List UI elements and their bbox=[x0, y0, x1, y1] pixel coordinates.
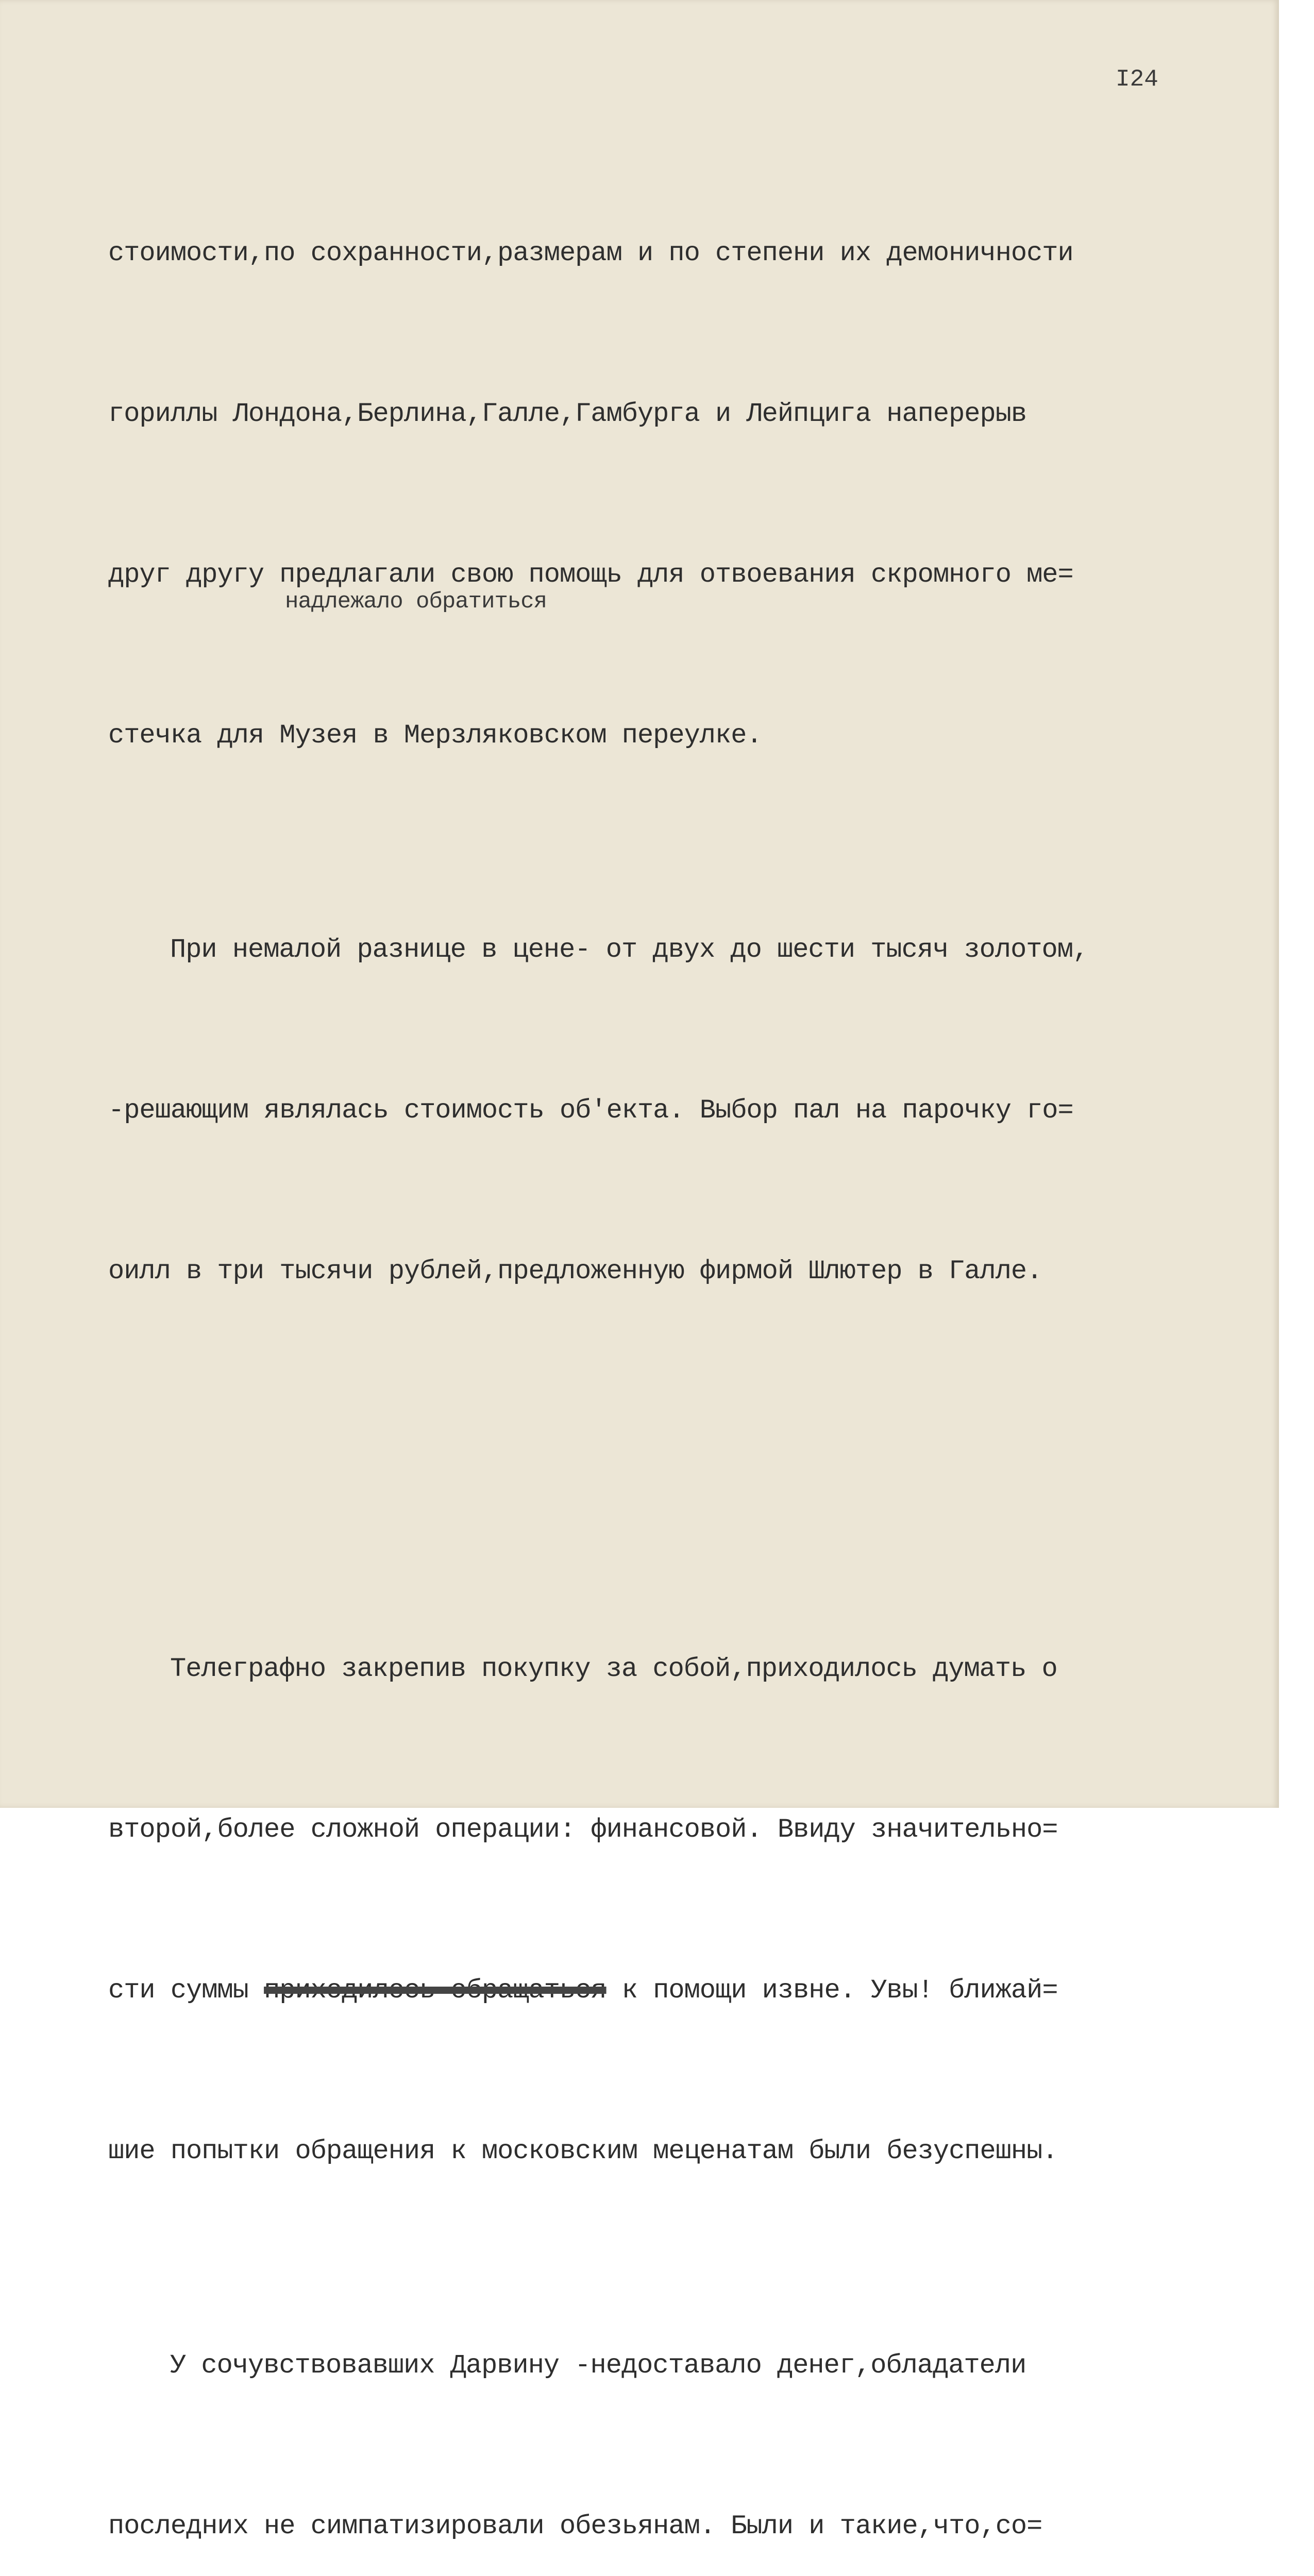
text-line-with-correction bbox=[108, 1964, 1262, 2018]
text-line: друг другу предлагали свою помощь для отвоевания скромного ме= bbox=[108, 560, 1073, 590]
text-line: второй,более сложной операции: финансовой. Ввиду значительно= bbox=[108, 1815, 1058, 1845]
text-line: У сочувствовавших Дарвину -недоставало денег,обладатели bbox=[170, 2350, 1026, 2381]
text-line: шие попытки обращения к московским меценатам были безуспешны. bbox=[108, 2136, 1058, 2166]
text-line: стоимости,по сохранности,размерам и по степени их демоничности bbox=[108, 238, 1073, 268]
text-line: стечка для Музея в Мерзляковском переулке. bbox=[108, 720, 762, 751]
struck-out-text: приходилось обращаться bbox=[264, 1975, 607, 2006]
text-line: оилл в три тысячи рублей,предложенную фирмой Шлютер в Галле. bbox=[108, 1256, 1042, 1286]
line-start: сти суммы bbox=[108, 1975, 264, 2006]
text-line: При немалой разнице в цене- от двух до шести тысяч золотом, bbox=[170, 935, 1089, 965]
text-line: последних не симпатизировали обезьянам. Были и такие,что,со= bbox=[108, 2511, 1042, 2541]
text-line: Телеграфно закрепив покупку за собой,приходилось думать о bbox=[170, 1654, 1057, 1684]
text-line: гориллы Лондона,Берлина,Галле,Гамбурга и Лейпцига наперерыв bbox=[108, 399, 1027, 429]
page-number: I24 bbox=[1116, 66, 1158, 93]
text-line: -решающим являлась стоимость об'екта. Выбор пал на парочку го= bbox=[108, 1095, 1073, 1126]
body-text bbox=[108, 120, 1262, 2576]
handwritten-insertion: надлежало обратиться bbox=[285, 589, 547, 615]
line-end: к помощи извне. Увы! ближай= bbox=[606, 1975, 1058, 2006]
